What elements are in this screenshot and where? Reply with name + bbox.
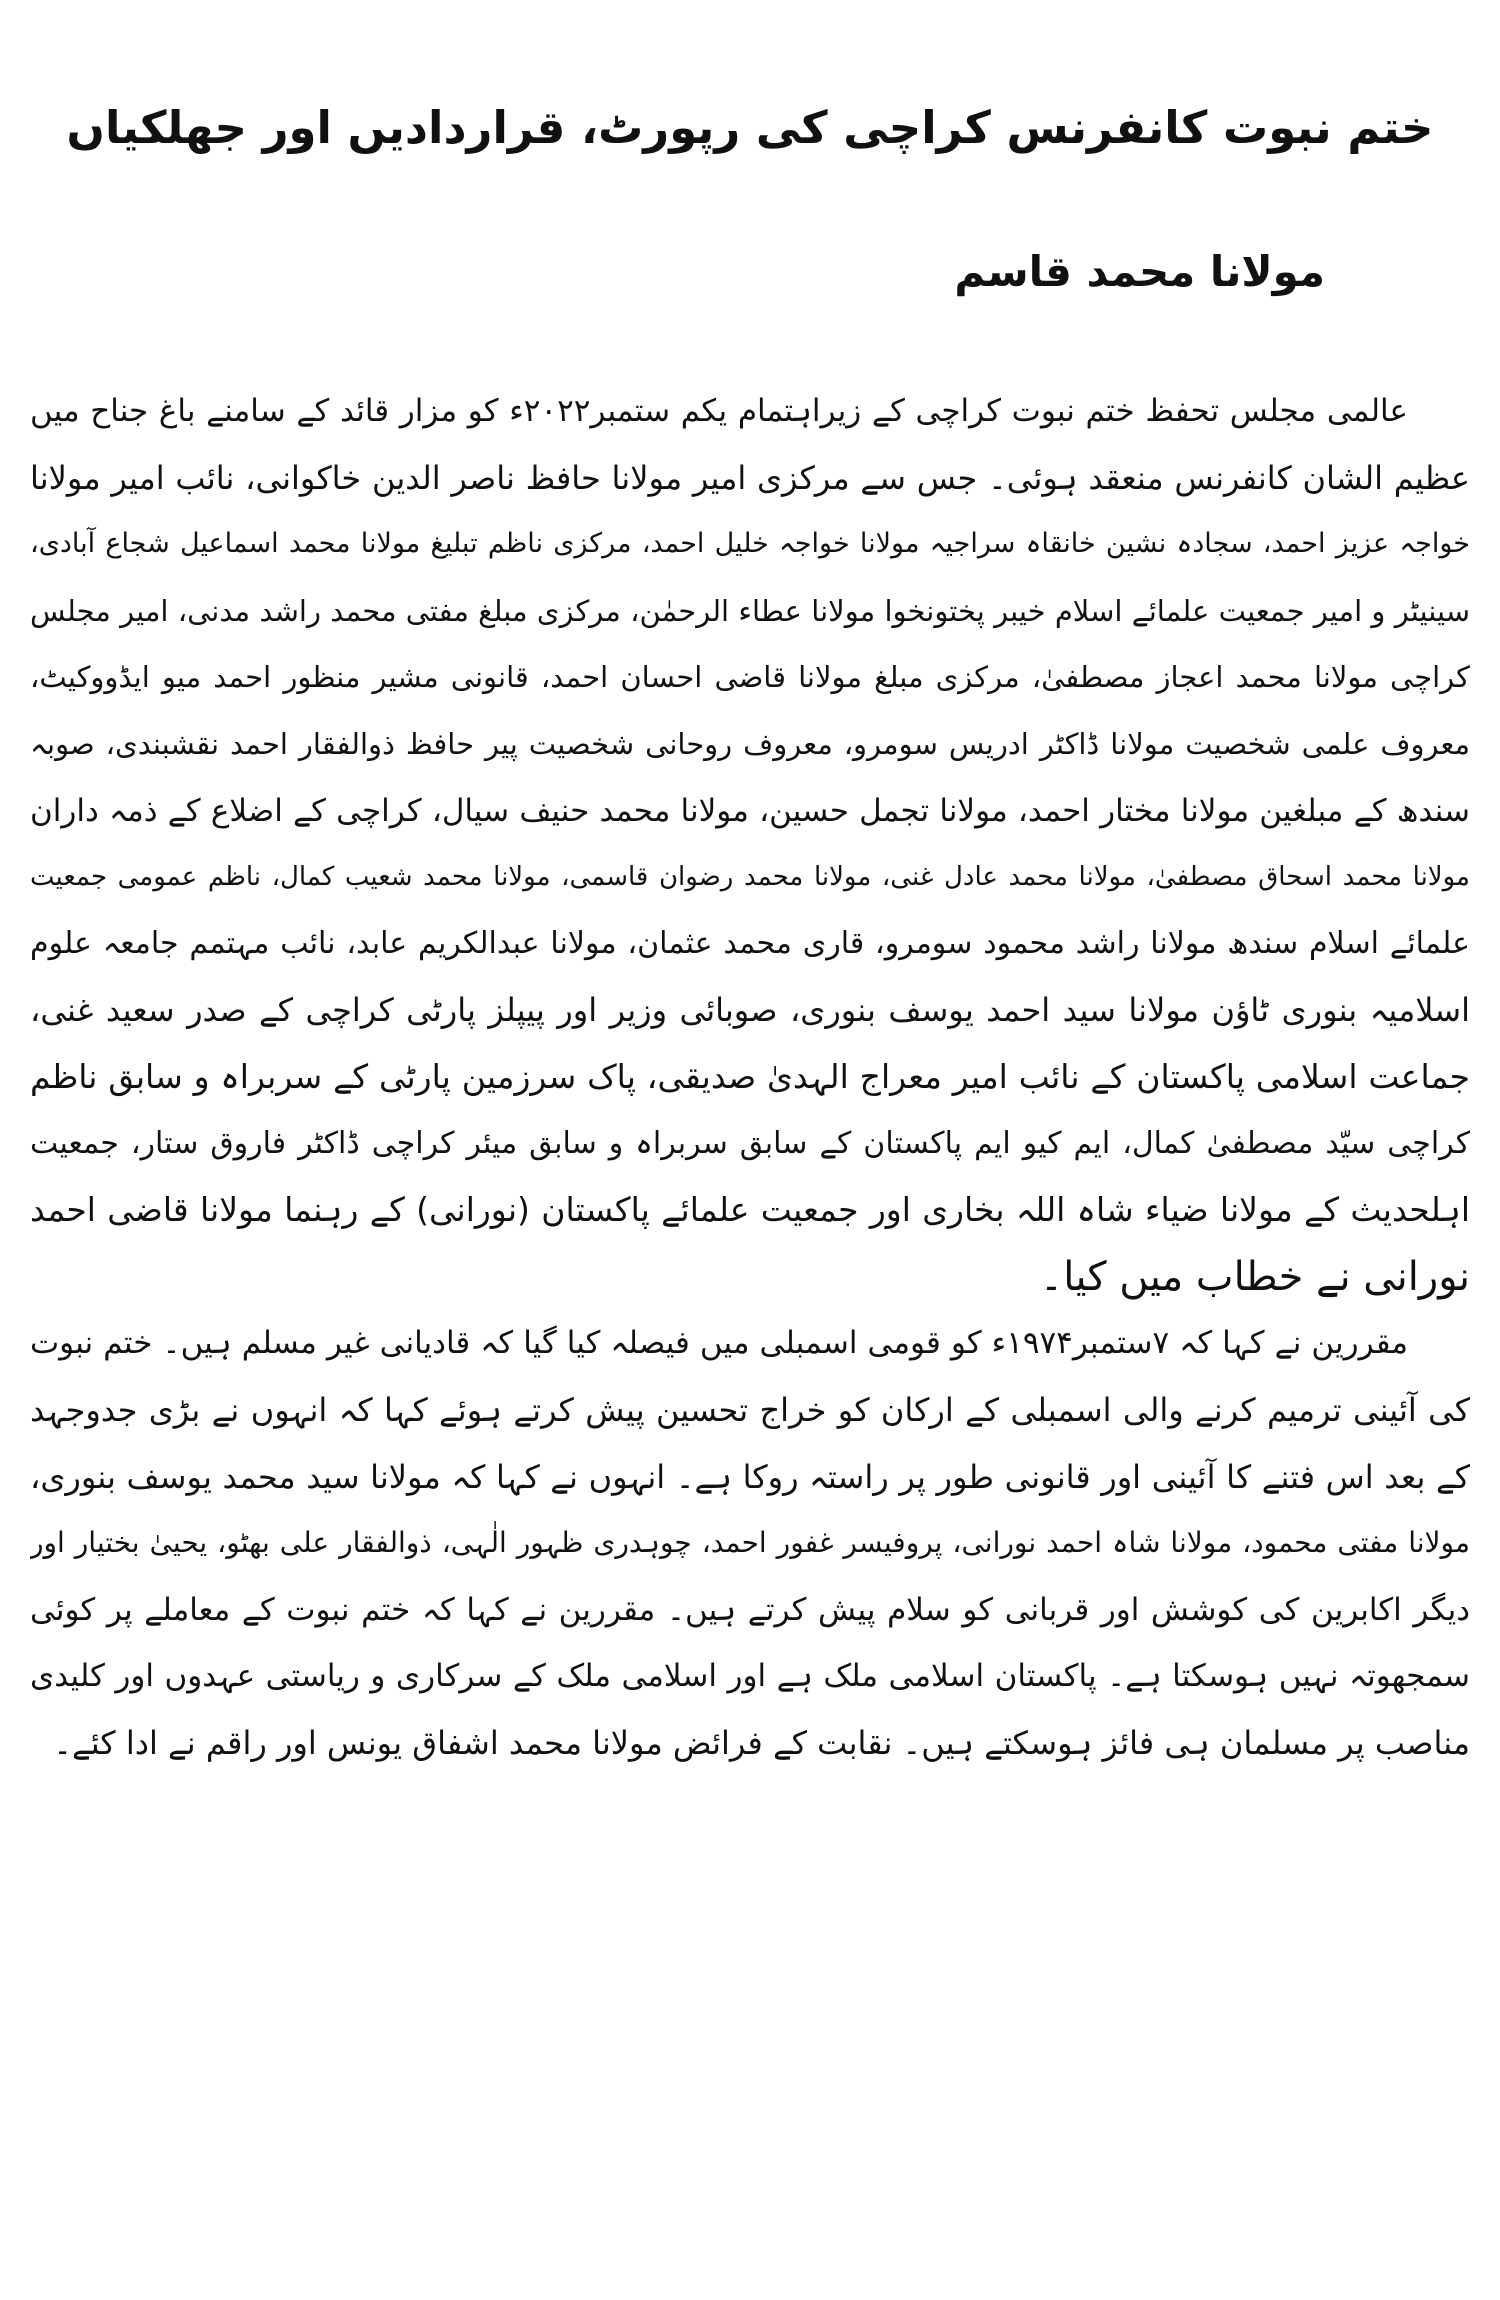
body-line: کی آئینی ترمیم کرنے والی اسمبلی کے ارکان کو خراج تحسین پیش کرتے ہوئے کہا کہ انہوں نے بڑی جدوجہد [30, 1390, 1470, 1429]
body-line: معروف علمی شخصیت مولانا ڈاکٹر ادریس سومرو، معروف روحانی شخصیت پیر حافظ ذوالفقار احمد نقشبندی، صوبہ [30, 726, 1470, 761]
body-line: نورانی نے خطاب میں کیا۔ [1039, 1253, 1470, 1300]
article-body [30, 378, 1470, 1776]
body-line: اہلحدیث کے مولانا ضیاء شاہ اللہ بخاری اور جمعیت علمائے پاکستان (نورانی) کے رہنما مولانا قاضی احمد [30, 1190, 1470, 1230]
body-line: خواجہ عزیز احمد، سجادہ نشین خانقاہ سراجیہ مولانا خواجہ خلیل احمد، مرکزی ناظم تبلیغ مولانا محمد اسماعیل شجاع آبادی، [30, 528, 1470, 560]
body-line: سینیٹر و امیر جمعیت علمائے اسلام خیبر پختونخوا مولانا عطاء الرحمٰن، مرکزی مبلغ مفتی محمد راشد مدنی، امیر مجلس [30, 593, 1470, 628]
body-line: مولانا محمد اسحاق مصطفیٰ، مولانا محمد عادل غنی، مولانا محمد رضوان قاسمی، مولانا محمد شعیب کمال، ناظم عمومی جمعیت [30, 862, 1470, 893]
body-line: اسلامیہ بنوری ٹاؤن مولانا سید احمد یوسف بنوری، صوبائی وزیر اور پیپلز پارٹی کراچی کے صدر سعید غنی، [30, 991, 1470, 1030]
body-line: مقررین نے کہا کہ ۷ستمبر۱۹۷۴ء کو قومی اسمبلی میں فیصلہ کیا گیا کہ قادیانی غیر مسلم ہیں۔ ختم نبوت [30, 1325, 1408, 1362]
body-line: کے بعد اس فتنے کا آئینی اور قانونی طور پر راستہ روکا ہے۔ انہوں نے کہا کہ مولانا سید محمد یوسف بنوری، [30, 1457, 1470, 1496]
body-line: مولانا مفتی محمود، مولانا شاہ احمد نورانی، پروفیسر غفور احمد، چوہدری ظہور الٰہی، ذوالفقار علی بھٹو، یحییٰ بختیار اور [30, 1526, 1470, 1560]
body-line: مناصب پر مسلمان ہی فائز ہوسکتے ہیں۔ نقابت کے فرائض مولانا محمد اشفاق یونس اور راقم نے ادا کئے۔ [53, 1723, 1470, 1762]
body-line: کراچی مولانا محمد اعجاز مصطفیٰ، مرکزی مبلغ مولانا قاضی احسان احمد، قانونی مشیر منظور احمد میو ایڈووکیٹ، [30, 660, 1470, 695]
body-line: سندھ کے مبلغین مولانا مختار احمد، مولانا تجمل حسین، مولانا محمد حنیف سیال، کراچی کے اضلاع کے ذمہ داران [30, 792, 1470, 829]
body-line: سمجھوتہ نہیں ہوسکتا ہے۔ پاکستان اسلامی ملک ہے اور اسلامی ملک کے سرکاری و ریاستی عہدوں اور کلیدی [30, 1658, 1470, 1695]
body-line: کراچی سیّد مصطفیٰ کمال، ایم کیو ایم پاکستان کے سابق سربراہ و سابق میئر کراچی ڈاکٹر فاروق ستار، جمعیت [30, 1125, 1470, 1161]
body-line: عظیم الشان کانفرنس منعقد ہوئی۔ جس سے مرکزی امیر مولانا حافظ ناصر الدین خاکوانی، نائب امیر مولانا [30, 458, 1470, 497]
author-byline: مولانا محمد قاسم [954, 247, 1325, 296]
body-line: عالمی مجلس تحفظ ختم نبوت کراچی کے زیراہتمام یکم ستمبر۲۰۲۲ء کو مزار قائد کے سامنے باغ جناح میں [30, 393, 1408, 429]
body-line: جماعت اسلامی پاکستان کے نائب امیر معراج الہدیٰ صدیقی، پاک سرزمین پارٹی کے سربراہ و سابق ناظم [30, 1056, 1470, 1096]
body-line: دیگر اکابرین کی کوشش اور قربانی کو سلام پیش کرتے ہیں۔ مقررین نے کہا کہ ختم نبوت کے معاملے پر کوئی [30, 1591, 1470, 1628]
article-title: ختم نبوت کانفرنس کراچی کی رپورٹ، قراردادیں اور جھلکیاں [66, 101, 1434, 154]
body-line: علمائے اسلام سندھ مولانا راشد محمود سومرو، قاری محمد عثمان، مولانا عبدالکریم عابد، نائب مہتمم جامعہ علوم [30, 925, 1470, 961]
